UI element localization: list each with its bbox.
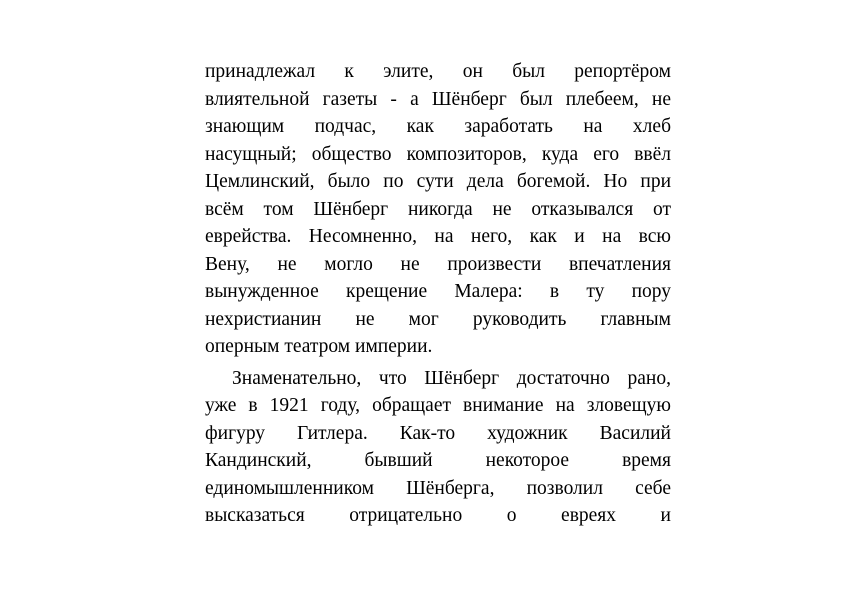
text-line: оперным театром империи. [205, 336, 433, 357]
text-line: единомышленником Шёнберга, позволил себе [205, 477, 671, 499]
text-line: вынужденное крещение Малера: в ту пору [205, 281, 671, 302]
text-line: еврейства. Несомненно, на него, как и на всю [205, 226, 671, 247]
text-line: насущный; общество композиторов, куда его ввёл [205, 143, 671, 165]
paragraph-1 [205, 58, 671, 361]
text-line: уже в 1921 году, обращает внимание на зловещую [205, 395, 671, 416]
paragraph-2 [205, 365, 671, 530]
text-line: Цемлинский, было по сути дела богемой. Но при [205, 171, 671, 192]
text-line: высказаться отрицательно о евреях и [205, 505, 671, 526]
text-line: Вену, не могло не произвести впечатления [205, 253, 671, 275]
text-line: всём том Шёнберг никогда не отказывался от [205, 198, 671, 220]
text-line: влиятельной газеты - а Шёнберг был плебеем, не [205, 88, 671, 110]
text-line: нехристианин не мог руководить главным [205, 308, 671, 330]
text-line: знающим подчас, как заработать на хлеб [205, 116, 671, 137]
text-line: Кандинский, бывший некоторое время [205, 450, 671, 471]
text-line: принадлежал к элите, он был репортёром [205, 61, 671, 82]
text-line: Знаменательно, что Шёнберг достаточно рано, [232, 367, 671, 389]
text-line: фигуру Гитлера. Как-то художник Василий [205, 422, 671, 444]
body-text [205, 58, 671, 530]
